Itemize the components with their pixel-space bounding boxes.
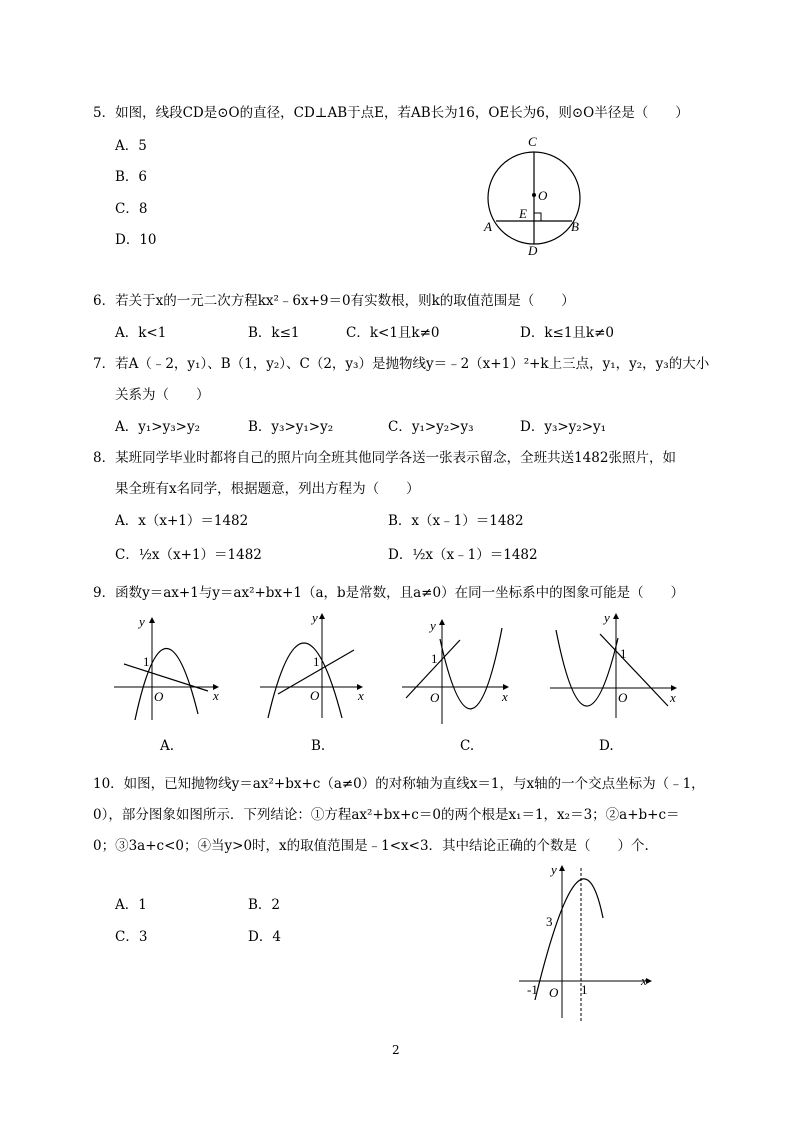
q9-graph-a xyxy=(110,610,230,725)
q6-option-d: D．k≤1且k≠0 xyxy=(520,325,614,341)
one-label: 1 xyxy=(620,646,627,661)
q5-stem: 5．如图，线段CD是⊙O的直径，CD⊥AB于点E，若AB长为16，OE长为6，则⊙O半径是（ ） xyxy=(93,105,689,121)
q9-label-a: A. xyxy=(160,738,175,754)
q8-option-a: A．x（x+1）＝1482 xyxy=(115,513,249,529)
y-label: y xyxy=(430,618,436,633)
q10-stem-line2: 0），部分图象如图所示．下列结论：①方程ax²+bx+c＝0的两个根是x₁＝1，x₂＝3；②a+b+c＝ xyxy=(93,807,680,823)
q7-option-d: D．y₃>y₂>y₁ xyxy=(520,419,607,435)
q7-stem-line1: 7．若A（﹣2，y₁）、B（1，y₂）、C（2，y₃）是抛物线y＝﹣2（x+1）²+k上三点，y₁，y₂，y₃的大小 xyxy=(93,356,710,372)
q8-option-c: C．½x（x+1）＝1482 xyxy=(115,547,262,563)
three-label: 3 xyxy=(546,914,553,929)
one-label: 1 xyxy=(313,654,320,669)
q9-graph-d xyxy=(548,608,678,723)
label-c: C xyxy=(528,134,537,149)
label-a: A xyxy=(484,219,492,234)
center-point xyxy=(532,193,536,197)
neg-one-label: -1 xyxy=(527,982,538,997)
parabola xyxy=(535,879,603,1000)
y-label: y xyxy=(551,862,557,877)
q5-option-a: A．5 xyxy=(115,138,147,154)
origin-label: O xyxy=(549,985,559,1000)
q6-option-c: C．k<1且k≠0 xyxy=(346,325,440,341)
q7-option-a: A．y₁>y₃>y₂ xyxy=(115,419,200,435)
q9-label-d: D. xyxy=(599,738,614,754)
q9-stem: 9．函数y＝ax+1与y＝ax²+bx+1（a，b是常数，且a≠0）在同一坐标系中的图象可能是（ ） xyxy=(93,585,685,601)
label-b: B xyxy=(571,219,579,234)
q5-option-b: B．6 xyxy=(115,169,148,185)
q6-option-a: A．k<1 xyxy=(115,325,167,341)
x-label: x xyxy=(670,690,676,705)
x-label: x xyxy=(502,689,508,704)
label-e: E xyxy=(519,206,527,221)
q5-option-c: C．8 xyxy=(115,201,148,217)
origin-label: O xyxy=(154,689,164,704)
q6-stem: 6．若关于x的一元二次方程kx²﹣6x+9＝0有实数根，则k的取值范围是（ ） xyxy=(93,293,575,309)
q10-parabola-figure xyxy=(515,860,655,1025)
q5-circle-figure xyxy=(478,130,598,260)
q7-stem-line2: 关系为（ ） xyxy=(115,387,210,403)
q10-stem-line3: 0；③3a+c<0；④当y>0时，x的取值范围是﹣1<x<3．其中结论正确的个数是（ ）个. xyxy=(93,838,649,854)
parabola xyxy=(556,630,618,706)
q10-option-c: C．3 xyxy=(115,929,148,945)
origin-label: O xyxy=(430,690,440,705)
origin-label: O xyxy=(618,690,628,705)
q5-option-d: D．10 xyxy=(115,232,157,248)
q6-option-b: B．k≤1 xyxy=(248,325,300,341)
one-label: 1 xyxy=(581,982,588,997)
y-label: y xyxy=(604,610,610,625)
q9-graph-c xyxy=(400,614,520,729)
origin-label: O xyxy=(310,688,320,703)
parabola xyxy=(268,643,342,718)
q8-stem-line2: 果全班有x名同学，根据题意，列出方程为（ ） xyxy=(115,481,420,497)
label-d: D xyxy=(528,243,538,258)
parabola xyxy=(440,628,502,709)
q9-label-b: B. xyxy=(311,738,326,754)
x-label: x xyxy=(641,973,647,988)
label-o: O xyxy=(538,188,548,203)
q10-option-a: A．1 xyxy=(115,897,147,913)
one-label: 1 xyxy=(143,654,150,669)
q10-stem-line1: 10．如图，已知抛物线y＝ax²+bx+c（a≠0）的对称轴为直线x＝1，与x轴的一个交点坐标为（﹣1， xyxy=(93,776,705,792)
q10-option-b: B．2 xyxy=(248,897,281,913)
y-label: y xyxy=(139,614,145,629)
q7-option-b: B．y₃>y₁>y₂ xyxy=(248,419,334,435)
q8-option-b: B．x（x﹣1）＝1482 xyxy=(388,513,524,529)
q8-option-d: D．½x（x﹣1）＝1482 xyxy=(388,547,538,563)
q7-option-c: C．y₁>y₂>y₃ xyxy=(388,419,474,435)
x-label: x xyxy=(358,688,364,703)
right-angle-mark xyxy=(534,213,541,221)
page-number: 2 xyxy=(392,1043,400,1057)
q9-graph-b xyxy=(258,608,378,723)
one-label: 1 xyxy=(431,651,438,666)
x-label: x xyxy=(213,688,219,703)
y-label: y xyxy=(312,610,318,625)
line xyxy=(600,634,668,706)
q9-label-c: C. xyxy=(460,738,475,754)
q10-option-d: D．4 xyxy=(248,929,281,945)
q8-stem-line1: 8．某班同学毕业时都将自己的照片向全班其他同学各送一张表示留念，全班共送1482张照片，如 xyxy=(93,450,676,466)
